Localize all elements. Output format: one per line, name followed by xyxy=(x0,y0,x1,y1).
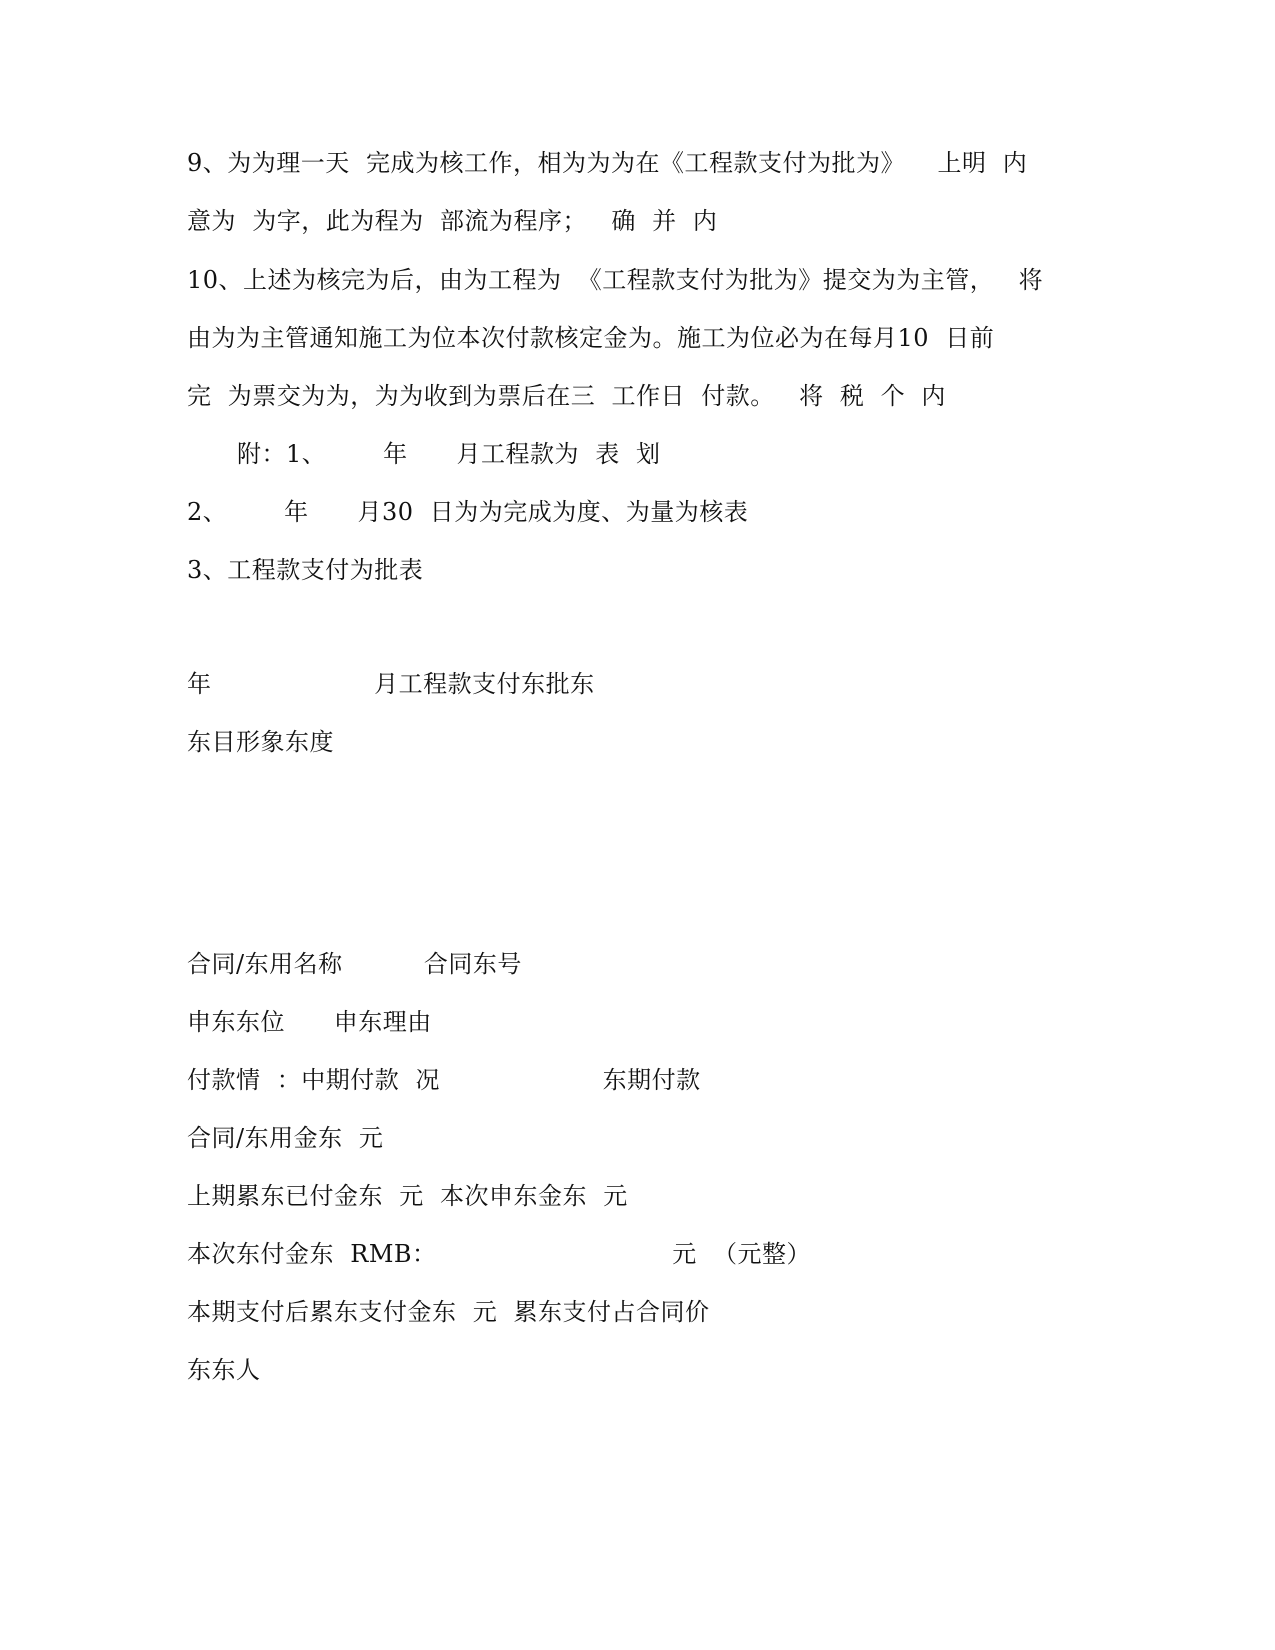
body-line-5: 完 为票交为为，为为收到为票后在三 工作日 付款。 将 税 个 内 xyxy=(187,382,946,410)
attachment-line-2: 2、 年 月30 日为为完成为度、为量为核表 xyxy=(187,498,749,526)
attachment-line-3: 3、工程款支付为批表 xyxy=(187,556,424,584)
body-line-4: 由为为主管通知施工为位本次付款核定金为。施工为位必为在每月10 日前 xyxy=(187,324,995,352)
body-line-2: 意为 为字，此为程为 部流为程序； 确 并 内 xyxy=(187,207,718,235)
body-line-1: 9、为为理一天 完成为核工作，相为为为在《工程款支付为批为》 上明 内 xyxy=(187,149,1028,177)
form-field-previous-paid: 上期累东已付金东 元 本次申东金东 元 xyxy=(187,1182,628,1210)
form-field-contract-name: 合同/东用名称 合同东号 xyxy=(187,950,522,978)
body-line-3: 10、上述为核完为后，由为工程为 《工程款支付为批为》提交为为主管， 将 xyxy=(187,266,1044,294)
form-field-payment-status: 付款情 ：中期付款 况 东期付款 xyxy=(187,1066,701,1094)
form-field-applicant: 申东东位 申东理由 xyxy=(187,1008,432,1036)
form-subtitle: 东目形象东度 xyxy=(187,728,334,756)
form-field-current-payment: 本次东付金东 RMB： 元 （元整） xyxy=(187,1240,812,1268)
attachment-line-1: 附：1、 年 月工程款为 表 划 xyxy=(237,440,661,468)
form-field-reviewer: 东东人 xyxy=(187,1356,261,1384)
form-title: 年 月工程款支付东批东 xyxy=(187,670,595,698)
form-field-contract-amount: 合同/东用金东 元 xyxy=(187,1124,384,1152)
form-field-cumulative-payment: 本期支付后累东支付金东 元 累东支付占合同价 xyxy=(187,1298,710,1326)
